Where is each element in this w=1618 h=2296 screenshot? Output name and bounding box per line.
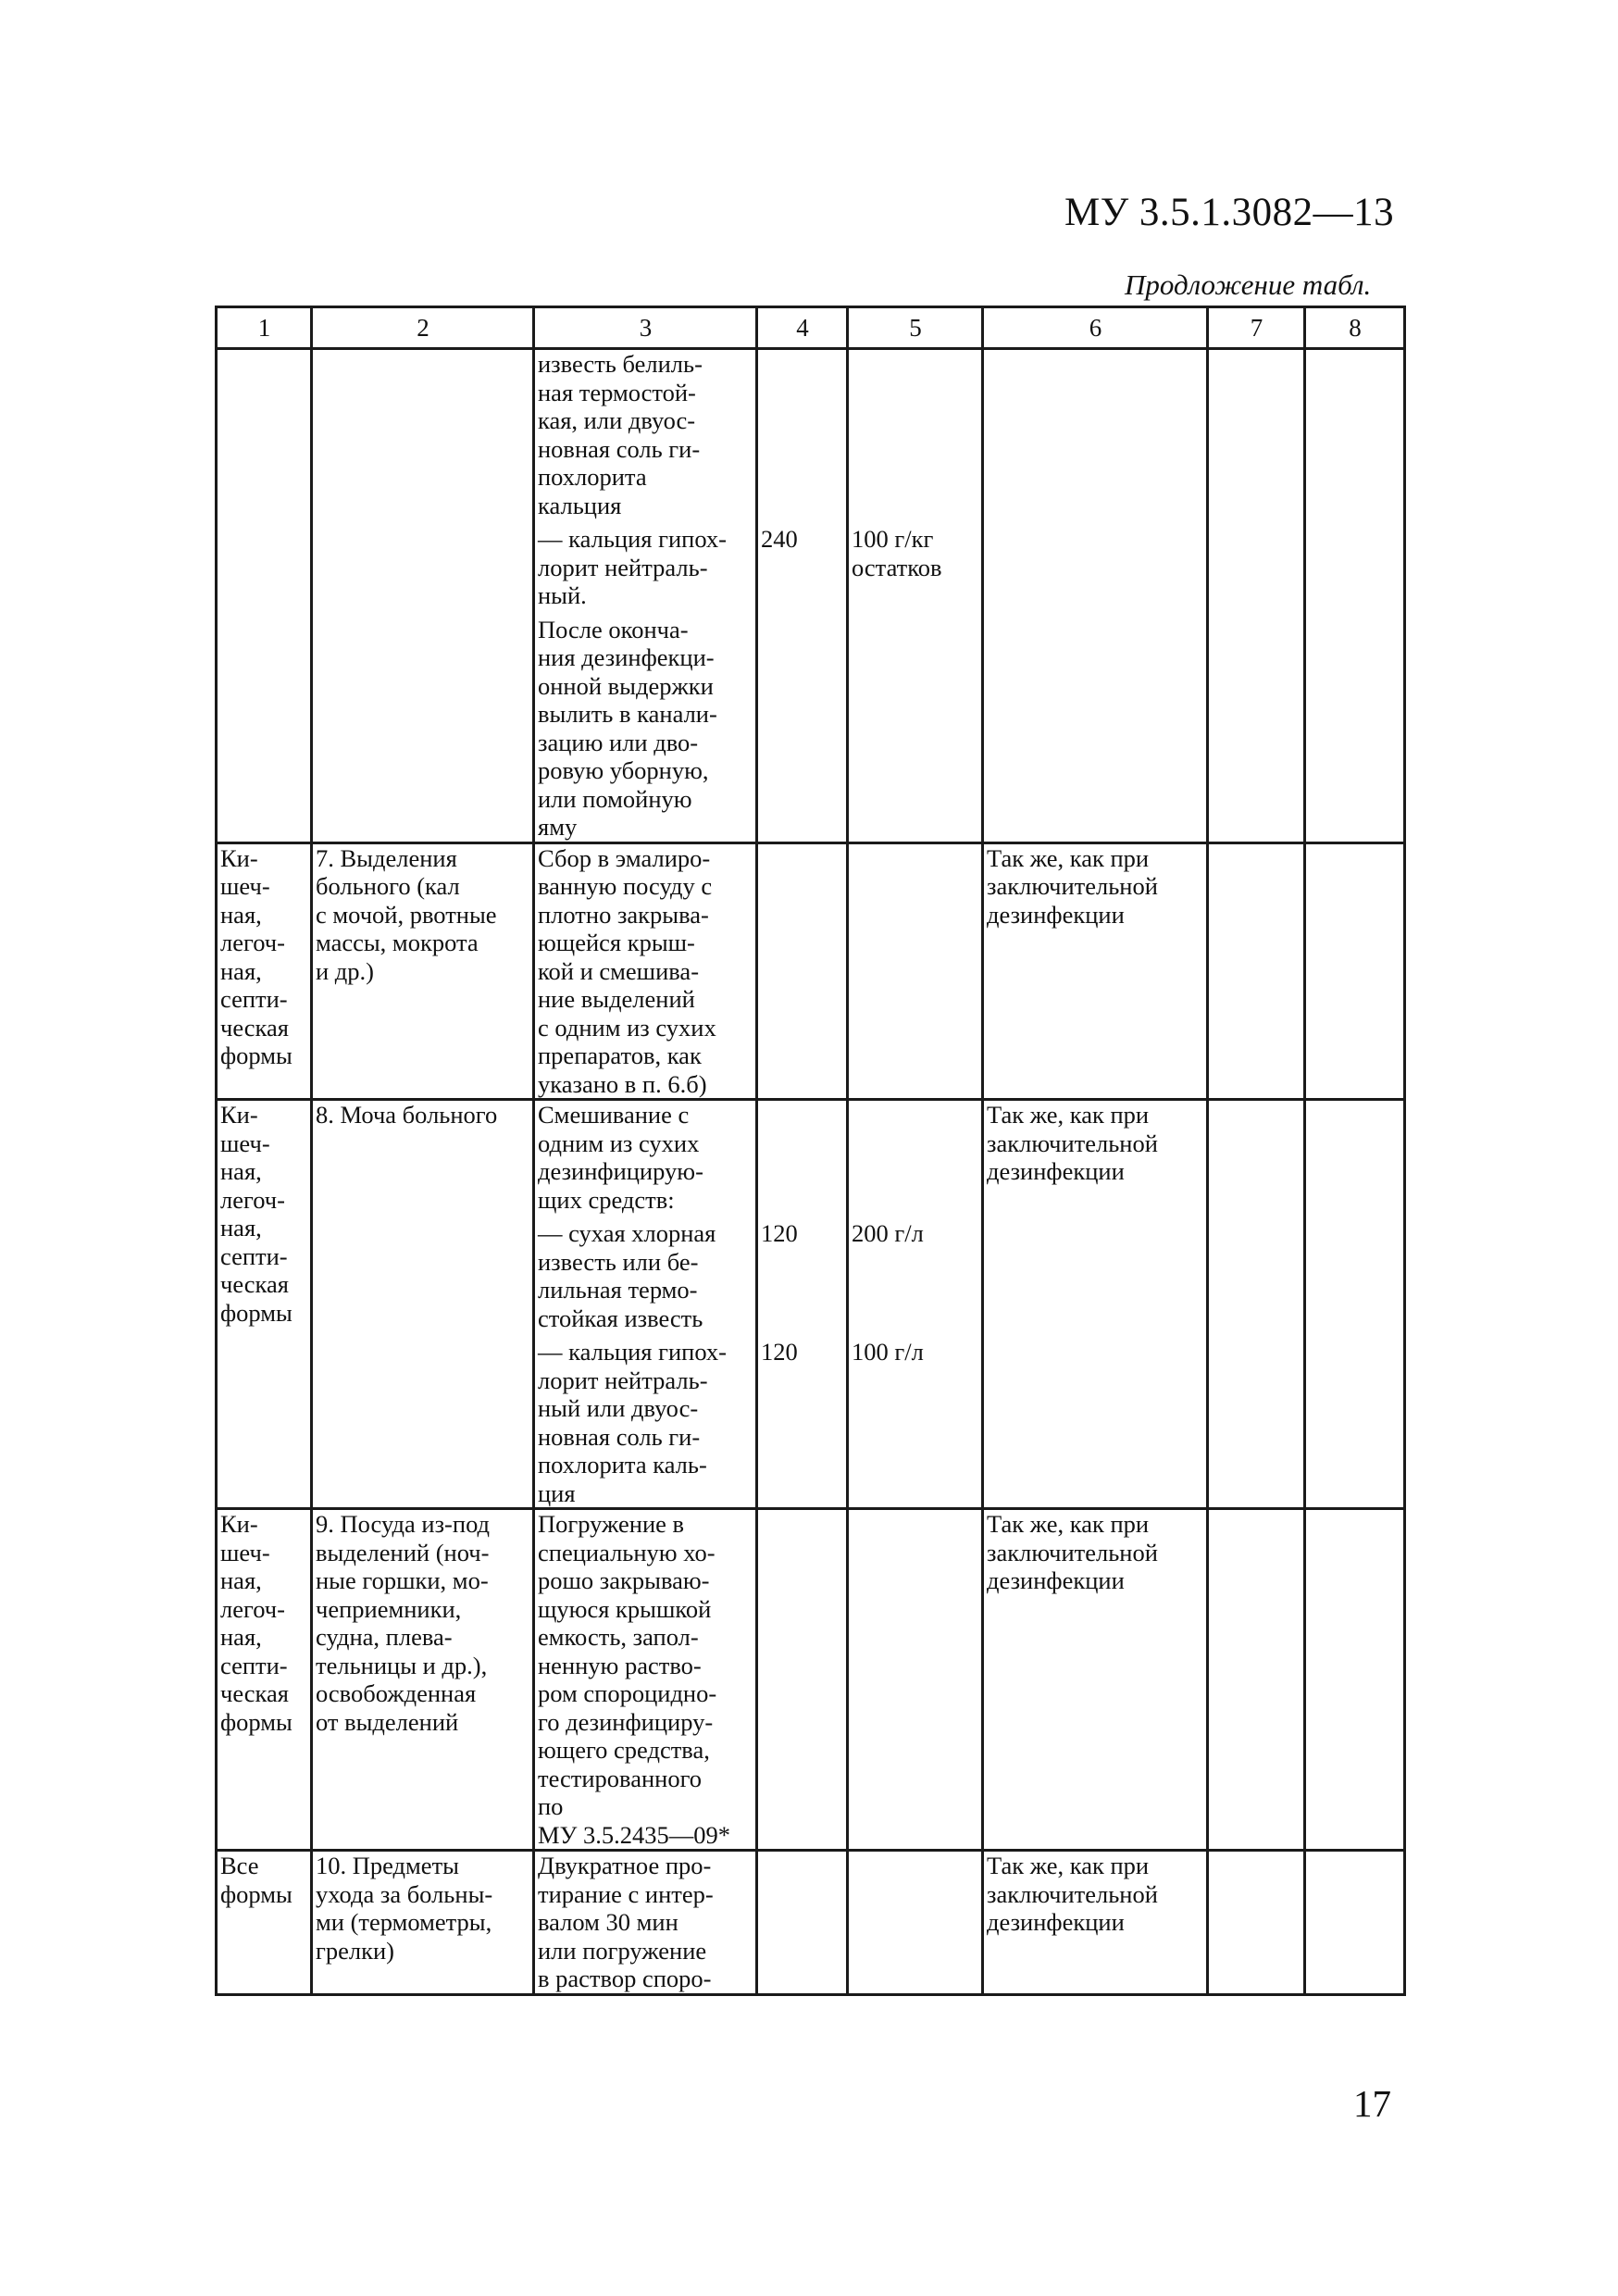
disinfection-table: [215, 306, 1406, 1996]
cell-line: септи-: [220, 985, 288, 1013]
cell-line: дезинфекции: [987, 1157, 1125, 1185]
cell-line: новная соль ги-: [538, 434, 701, 463]
cell-line: ющего средства,: [538, 1736, 710, 1764]
cell-line: заключительной: [987, 872, 1158, 900]
cell-line: ная,: [220, 1566, 262, 1594]
column-header: 3: [534, 307, 757, 349]
cell-object: [312, 349, 534, 843]
cell-line: Так же, как при: [987, 1510, 1150, 1538]
cell-method: [534, 349, 757, 843]
column-header: 2: [312, 307, 534, 349]
cell-line: вылить в канали-: [538, 700, 717, 728]
consumption-value: 100 г/кг остатков: [852, 525, 942, 581]
cell-line: Так же, как при: [987, 1852, 1150, 1879]
cell-line: ный.: [538, 581, 587, 609]
cell-line: дезинфекции: [987, 900, 1125, 929]
cell-line: ная,: [220, 900, 262, 929]
cell-line: освобожденная: [316, 1679, 477, 1707]
cell-infection-form: [217, 349, 312, 843]
cell-line: легоч-: [220, 1594, 285, 1623]
cell-line: похлорита: [538, 463, 647, 491]
cell-consumption: [848, 1100, 983, 1509]
cell-line: Ки-: [220, 843, 258, 872]
cell-line: ная,: [220, 956, 262, 985]
cell-line: тестированного: [538, 1764, 703, 1792]
table-header-row: [217, 307, 1405, 349]
cell-norm: [757, 1509, 848, 1851]
cell-line: известь или бе-: [538, 1247, 699, 1276]
cell-line: известь белиль-: [538, 350, 703, 378]
cell-line: новная соль ги-: [538, 1422, 701, 1451]
cell-line: заключительной: [987, 1538, 1158, 1566]
cell-line: грелки): [316, 1936, 394, 1965]
consumption-value: 200 г/л: [852, 1219, 924, 1247]
cell-line: лильная термо-: [538, 1276, 698, 1304]
cell-line: Ки-: [220, 1101, 258, 1129]
cell-line: лорит нейтраль-: [538, 1366, 708, 1394]
cell-line: — кальция гипох-: [538, 1338, 727, 1366]
cell-line: или погружение: [538, 1936, 707, 1965]
cell-empty: [1208, 1100, 1305, 1509]
cell-line: ческая: [220, 1679, 289, 1707]
column-header: 6: [983, 307, 1208, 349]
cell-line: ровую уборную,: [538, 756, 709, 784]
cell-line: тельницы и др.),: [316, 1651, 488, 1679]
cell-line: емкость, запол-: [538, 1623, 699, 1651]
cell-line: ванную посуду с: [538, 872, 713, 900]
cell-line: кальция: [538, 491, 622, 519]
cell-line: от выделений: [316, 1707, 459, 1736]
cell-line: больного (кал: [316, 872, 460, 900]
cell-line: кой и смешива-: [538, 956, 700, 985]
cell-line: по: [538, 1792, 564, 1820]
norm-value: 120: [761, 1338, 798, 1366]
norm-value: 120: [761, 1219, 798, 1247]
cell-line: 8. Моча больного: [316, 1101, 498, 1129]
cell-line: ная термостой-: [538, 378, 696, 406]
cell-method: [534, 1509, 757, 1851]
cell-line: ния дезинфекци-: [538, 643, 715, 671]
cell-line: Сбор в эмалиро-: [538, 843, 711, 872]
cell-line: формы: [220, 1879, 292, 1908]
cell-object: [312, 842, 534, 1100]
column-header: 4: [757, 307, 848, 349]
cell-empty: [1208, 842, 1305, 1100]
cell-line: ная,: [220, 1623, 262, 1651]
cell-line: в раствор споро-: [538, 1965, 712, 1992]
cell-line: чеприемники,: [316, 1594, 462, 1623]
cell-infection-form: [217, 842, 312, 1100]
cell-line: формы: [220, 1298, 292, 1327]
continuation-note: Продложение табл.: [1125, 268, 1372, 301]
cell-line: заключительной: [987, 1129, 1158, 1157]
cell-line: указано в п. 6.б): [538, 1069, 707, 1098]
cell-method: [534, 1851, 757, 1995]
cell-line: массы, мокрота: [316, 929, 479, 956]
column-header: 1: [217, 307, 312, 349]
cell-consumption: [848, 842, 983, 1100]
cell-line: Ки-: [220, 1510, 258, 1538]
table-row: [217, 1851, 1405, 1995]
cell-line: ром спороцидно-: [538, 1679, 717, 1707]
cell-line: препаратов, как: [538, 1042, 702, 1069]
cell-method: [534, 1100, 757, 1509]
cell-line: формы: [220, 1707, 292, 1736]
cell-line: рошо закрываю-: [538, 1566, 710, 1594]
cell-empty: [1305, 1509, 1405, 1851]
cell-final-disinfection: [983, 1100, 1208, 1509]
cell-empty: [1208, 1851, 1305, 1995]
cell-line: онной выдержки: [538, 671, 714, 700]
cell-final-disinfection: [983, 1851, 1208, 1995]
cell-final-disinfection: [983, 1509, 1208, 1851]
cell-consumption: [848, 349, 983, 843]
cell-line: ческая: [220, 1270, 289, 1298]
doc-number: МУ 3.5.1.3082—13: [1064, 191, 1395, 234]
cell-line: тирание с интер-: [538, 1879, 714, 1908]
cell-line: септи-: [220, 1651, 288, 1679]
cell-line: зацию или дво-: [538, 728, 699, 756]
cell-line: ние выделений: [538, 985, 695, 1013]
cell-line: Смешивание с: [538, 1101, 690, 1129]
table-row: [217, 349, 1405, 843]
cell-line: яму: [538, 813, 578, 841]
cell-line: судна, плева-: [316, 1623, 453, 1651]
cell-line: лорит нейтраль-: [538, 553, 708, 581]
cell-line: щих средств:: [538, 1185, 675, 1214]
column-header: 5: [848, 307, 983, 349]
cell-line: ные горшки, мо-: [316, 1566, 489, 1594]
cell-line: кая, или двуос-: [538, 406, 696, 434]
cell-empty: [1305, 1851, 1405, 1995]
cell-line: шеч-: [220, 1129, 270, 1157]
cell-line: похлорита каль-: [538, 1451, 707, 1479]
cell-line: ная,: [220, 1157, 262, 1185]
cell-line: одним из сухих: [538, 1129, 700, 1157]
consumption-value: 100 г/л: [852, 1338, 924, 1366]
cell-line: Так же, как при: [987, 1101, 1150, 1129]
cell-norm: [757, 1851, 848, 1995]
cell-empty: [1208, 1509, 1305, 1851]
cell-object: [312, 1851, 534, 1995]
cell-infection-form: [217, 1851, 312, 1995]
cell-line: и др.): [316, 956, 374, 985]
page-number: 17: [1353, 2082, 1391, 2125]
cell-empty: [1305, 349, 1405, 843]
column-header: 7: [1208, 307, 1305, 349]
cell-line: шеч-: [220, 872, 270, 900]
cell-line: — сухая хлорная: [538, 1219, 716, 1247]
cell-line: валом 30 мин: [538, 1908, 678, 1936]
cell-line: выделений (ноч-: [316, 1538, 490, 1566]
cell-line: заключительной: [987, 1879, 1158, 1908]
cell-line: 10. Предметы: [316, 1852, 459, 1879]
cell-empty: [1305, 842, 1405, 1100]
cell-line: ненную раство-: [538, 1651, 702, 1679]
cell-line: го дезинфициру-: [538, 1707, 714, 1736]
cell-line: легоч-: [220, 929, 285, 956]
cell-consumption: [848, 1851, 983, 1995]
cell-line: ная,: [220, 1214, 262, 1242]
cell-final-disinfection: [983, 349, 1208, 843]
cell-line: 7. Выделения: [316, 843, 457, 872]
cell-line: септи-: [220, 1242, 288, 1270]
table-row: [217, 1100, 1405, 1509]
cell-line: 9. Посуда из-под: [316, 1510, 491, 1538]
cell-consumption: [848, 1509, 983, 1851]
cell-line: формы: [220, 1042, 292, 1069]
table-row: [217, 842, 1405, 1100]
cell-object: [312, 1509, 534, 1851]
column-header: 8: [1305, 307, 1405, 349]
cell-norm: [757, 842, 848, 1100]
cell-line: — кальция гипох-: [538, 525, 727, 553]
cell-line: После оконча-: [538, 615, 689, 643]
cell-line: с одним из сухих: [538, 1013, 716, 1042]
cell-line: МУ 3.5.2435—09*: [538, 1820, 730, 1849]
cell-line: ческая: [220, 1013, 289, 1042]
cell-infection-form: [217, 1100, 312, 1509]
cell-line: ющейся крыш-: [538, 929, 695, 956]
cell-line: ми (термометры,: [316, 1908, 492, 1936]
cell-line: ция: [538, 1479, 576, 1507]
cell-line: дезинфицирую-: [538, 1157, 703, 1185]
cell-line: Так же, как при: [987, 843, 1150, 872]
cell-line: дезинфекции: [987, 1908, 1125, 1936]
cell-line: легоч-: [220, 1185, 285, 1214]
cell-empty: [1305, 1100, 1405, 1509]
norm-value: 240: [761, 525, 798, 553]
cell-line: стойкая известь: [538, 1304, 703, 1332]
cell-line: дезинфекции: [987, 1566, 1125, 1594]
cell-line: ухода за больны-: [316, 1879, 493, 1908]
cell-line: плотно закрыва-: [538, 900, 709, 929]
cell-line: Все: [220, 1852, 259, 1879]
cell-line: Погружение в: [538, 1510, 685, 1538]
cell-line: шеч-: [220, 1538, 270, 1566]
cell-empty: [1208, 349, 1305, 843]
cell-line: ный или двуос-: [538, 1394, 699, 1422]
cell-line: щуюся крышкой: [538, 1594, 712, 1623]
cell-norm: [757, 349, 848, 843]
cell-method: [534, 842, 757, 1100]
cell-line: или помойную: [538, 784, 692, 813]
cell-line: Двукратное про-: [538, 1852, 712, 1879]
cell-line: с мочой, рвотные: [316, 900, 497, 929]
table-row: [217, 1509, 1405, 1851]
cell-final-disinfection: [983, 842, 1208, 1100]
cell-norm: [757, 1100, 848, 1509]
cell-object: [312, 1100, 534, 1509]
cell-line: специальную хо-: [538, 1538, 716, 1566]
cell-infection-form: [217, 1509, 312, 1851]
